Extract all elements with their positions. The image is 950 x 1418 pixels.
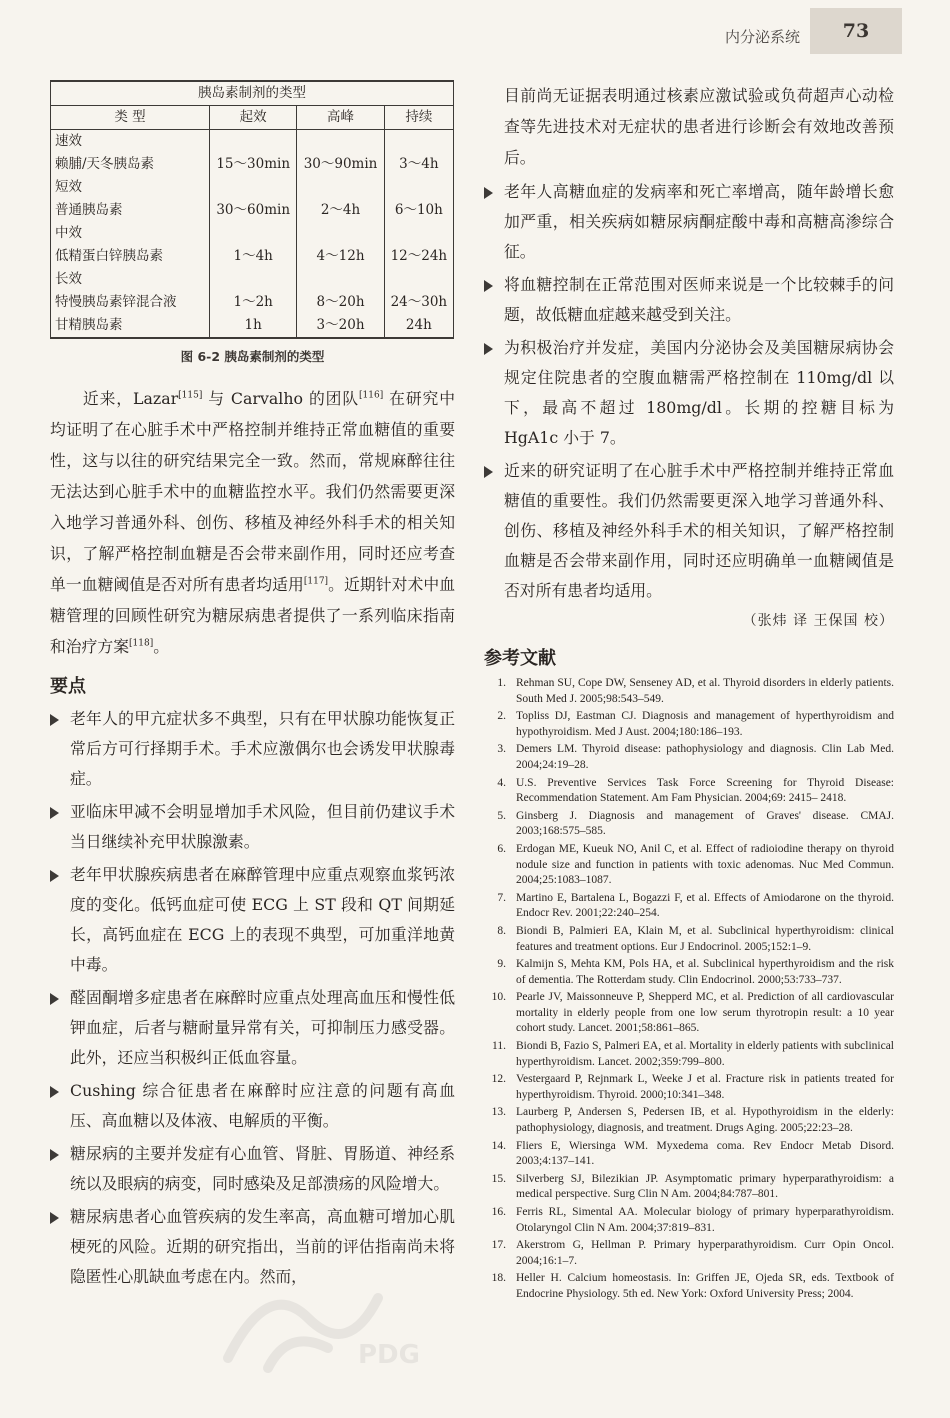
reference-number: 18. — [491, 1272, 506, 1285]
reference-text: Akerstrom G, Hellman P. Primary hyperparathyroidism. Curr Opin Oncol. 2004;16:1–7. — [516, 1239, 894, 1267]
table-cell — [210, 268, 297, 291]
table-row — [51, 245, 454, 268]
table-title: 胰岛素制剂的类型 — [51, 81, 454, 106]
watermark — [208, 1258, 468, 1378]
reference-number: 3. — [497, 743, 506, 756]
table-cell — [210, 130, 297, 154]
reference-text: Kalmijn S, Mehta KM, Pols HA, et al. Subclinical hyperthyroidism and the risk of dementia. The Rotterdam study. Clin Endocrinol. 2000;53:733–737. — [516, 958, 894, 986]
reference-number: 11. — [492, 1040, 506, 1053]
reference-item — [484, 1271, 894, 1302]
table-cell: 12～24h — [384, 245, 453, 268]
reference-text: U.S. Preventive Services Task Force Screening for Thyroid Disease: Recommendation Statement. Am Fam Physician. 2004;69: 2415– 2418. — [516, 776, 894, 805]
table-header-cell: 持续 — [384, 106, 453, 130]
reference-number: 12. — [491, 1073, 506, 1086]
key-points-list-continued — [484, 177, 894, 606]
table-cell: 3～4h — [384, 153, 453, 176]
reference-item — [484, 891, 894, 922]
table-cell: 短效 — [55, 179, 82, 195]
table-cell — [384, 130, 453, 154]
table-cell: 1h — [210, 314, 297, 338]
table-cell: 特慢胰岛素锌混合液 — [55, 294, 177, 310]
table-cell: 15～30min — [210, 153, 297, 176]
table-cell — [210, 176, 297, 199]
table-cell: 4～12h — [297, 245, 384, 268]
table-cell: 2～4h — [297, 199, 384, 222]
reference-text: Topliss DJ, Eastman CJ. Diagnosis and management of hyperthyroidism and hypothyroidism. Med J Aust. 2004;180:186–193. — [516, 710, 894, 738]
reference-number: 9. — [497, 958, 506, 971]
table-cell: 24～30h — [384, 291, 453, 314]
reference-item — [484, 957, 894, 988]
reference-number: 10. — [491, 991, 506, 1004]
reference-number: 8. — [497, 924, 506, 937]
list-item: 糖尿病患者心血管疾病的发生率高，高血糖可增加心肌梗死的风险。近期的研究指出，当前的评估指南尚未将隐匿性心肌缺血考虑在内。然而， — [50, 1202, 455, 1292]
bullet-triangle-icon — [50, 870, 59, 882]
table-cell: 24h — [384, 314, 453, 338]
svg-text:PDG: PDG — [358, 1340, 420, 1370]
table-cell: 30～60min — [210, 199, 297, 222]
reference-item — [484, 709, 894, 740]
table-cell — [297, 176, 384, 199]
reference-text: Ginsberg J. Diagnosis and management of Graves' disease. CMAJ. 2003;168:575–585. — [516, 809, 894, 838]
reference-item — [484, 842, 894, 889]
reference-text: Demers LM. Thyroid disease: pathophysiology and diagnosis. Clin Lab Med. 2004;24:19–28. — [516, 743, 894, 771]
reference-text: Vestergaard P, Rejnmark L, Weeke J et al. Fracture risk in patients treated for hyperthyroidism. Thyroid. 2000;10:341–348. — [516, 1073, 894, 1101]
reference-item — [484, 676, 894, 707]
table-row — [51, 222, 454, 245]
bullet-triangle-icon — [50, 1149, 59, 1161]
running-header — [0, 0, 950, 62]
table-cell: 30～90min — [297, 153, 384, 176]
reference-item — [484, 1039, 894, 1070]
reference-text: Rehman SU, Cope DW, Senseney AD, et al. Thyroid disorders in elderly patients. South Med J. 2005;98:543–549. — [516, 677, 894, 705]
reference-item — [484, 1072, 894, 1103]
reference-number: 16. — [491, 1206, 506, 1218]
table-row — [51, 291, 454, 314]
table-row — [51, 268, 454, 291]
reference-item — [484, 990, 894, 1037]
continued-paragraph: 目前尚无证据表明通过核素应激试验或负荷超声心动检查等先进技术对无症状的患者进行诊断会有效地改善预后。 — [504, 86, 894, 167]
list-item: 老年人的甲亢症状多不典型，只有在甲状腺功能恢复正常后方可行择期手术。手术应激偶尔也会诱发甲状腺毒症。 — [50, 704, 455, 794]
table-cell: 8～20h — [297, 291, 384, 314]
reference-number: 2. — [497, 710, 506, 723]
reference-text: Fliers E, Wiersinga WM. Myxedema coma. Rev Endocr Metab Disord. 2003;4:137–141. — [516, 1139, 894, 1168]
left-column — [50, 80, 455, 1295]
table-cell: 甘精胰岛素 — [55, 317, 123, 333]
table-cell — [297, 222, 384, 245]
reference-text: Martino E, Bartalena L, Bogazzi F, et al. Effects of Amiodarone on the thyroid. Endocr Rev. 2001;22:240–254. — [516, 891, 894, 920]
bullet-triangle-icon — [50, 1086, 59, 1098]
reference-text: Silverberg SJ, Bilezikian JP. Asymptomatic primary hyperparathyroidism: a medical perspective. Surg Clin N Am. 2004;84:787–801. — [516, 1172, 894, 1201]
bullet-triangle-icon — [484, 187, 493, 199]
right-column — [484, 80, 894, 1305]
table-cell — [297, 268, 384, 291]
reference-item — [484, 1238, 894, 1269]
table-cell: 1～2h — [210, 291, 297, 314]
list-item: 老年人高糖血症的发病率和死亡率增高，随年龄增长愈加严重，相关疾病如糖尿病酮症酸中毒和高糖高渗综合征。 — [484, 177, 894, 267]
translator-credit: （张炜 译 王保国 校） — [742, 613, 894, 629]
table-cell: 赖脯/天冬胰岛素 — [55, 156, 155, 172]
reference-item — [484, 1172, 894, 1203]
table-cell: 1～4h — [210, 245, 297, 268]
watermark-logo-icon — [208, 1258, 468, 1378]
list-item: 为积极治疗并发症，美国内分泌协会及美国糖尿病协会规定住院患者的空腹血糖需严格控制在 110mg/dl 以下，最高不超过 180mg/dl。长期的控糖目标为 HgA1c 小于 7。 — [484, 333, 894, 453]
list-item: 近来的研究证明了在心脏手术中严格控制并维持正常血糖值的重要性。我们仍然需要更深入地学习普通外科、创伤、移植及神经外科手术的相关知识，了解严格控制血糖是否会带来副作用，同时还应明确单一血糖阈值是否对所有患者均适用。 — [484, 456, 894, 606]
reference-item — [484, 809, 894, 840]
list-item: 醛固酮增多症患者在麻醉时应重点处理高血压和慢性低钾血症，后者与糖耐量异常有关，可抑制压力感受器。此外，还应当积极纠正低血容量。 — [50, 983, 455, 1073]
reference-text: Biondi B, Fazio S, Palmeri EA, et al. Mortality in elderly patients with subclinical hyperthyroidism. Lancet. 2002;359:799–800. — [516, 1040, 894, 1068]
reference-item — [484, 776, 894, 807]
insulin-table — [50, 80, 454, 339]
references-list — [484, 676, 894, 1303]
reference-number: 13. — [491, 1106, 506, 1119]
table-row — [51, 153, 454, 176]
reference-item — [484, 1105, 894, 1136]
table-header-cell: 类 型 — [51, 106, 210, 130]
table-cell — [384, 222, 453, 245]
reference-item — [484, 1139, 894, 1170]
table-cell — [210, 222, 297, 245]
reference-number: 4. — [497, 776, 506, 789]
list-item: 将血糖控制在正常范围对医师来说是一个比较棘手的问题，故低糖血症越来越受到关注。 — [484, 270, 894, 330]
table-cell — [384, 268, 453, 291]
table-row — [51, 176, 454, 199]
table-cell: 速效 — [55, 133, 82, 149]
bullet-triangle-icon — [50, 1212, 59, 1224]
reference-text: Laurberg P, Andersen S, Pedersen IB, et al. Hypothyroidism in the elderly: pathophysiology, diagnosis, and treatment. Drugs Aging. 2005;22:23–28. — [516, 1106, 894, 1135]
reference-item — [484, 742, 894, 773]
list-item: 亚临床甲减不会明显增加手术风险，但目前仍建议手术当日继续补充甲状腺激素。 — [50, 797, 455, 857]
bullet-triangle-icon — [50, 993, 59, 1005]
bullet-triangle-icon — [484, 280, 493, 292]
references-heading: 参考文献 — [484, 648, 556, 669]
bullet-triangle-icon — [484, 343, 493, 355]
reference-text: Biondi B, Palmieri EA, Klain M, et al. Subclinical hyperthyroidism: clinical features and treatment options. Eur J Endocrinol. 2005;152:1–9. — [516, 924, 894, 953]
section-title: 内分泌系统 — [724, 28, 800, 46]
table-cell: 6～10h — [384, 199, 453, 222]
page-number: 73 — [810, 8, 902, 54]
table-header-cell: 起效 — [210, 106, 297, 130]
reference-text: Pearle JV, Maissonneuve P, Shepperd MC, et al. Prediction of all cardiovascular mortality in elderly people from one low serum thyrotropin result: a 10 year cohort study. Lancet. 2001;58:861–865. — [516, 991, 894, 1035]
table-cell: 3～20h — [297, 314, 384, 338]
table-cell: 长效 — [55, 271, 82, 287]
figure-caption: 图 6-2 胰岛素制剂的类型 — [180, 349, 325, 364]
table-row — [51, 130, 454, 154]
body-paragraph: 近来，Lazar[115] 与 Carvalho 的团队[116] 在研究中均证明了在心脏手术中严格控制并维持正常血糖值的重要性，这与以往的研究结果完全一致。然而，常规麻醉往往无法达到心脏手术中的血糖监控水平。我们仍然需要更深入地学习普通外科、创伤、移植及神经外科手术的相关知识，了解严格控制血糖是否会带来副作用，同时还应考查单一血糖阈值是否对所有患者均适用[117]。近期针对术中血糖管理的回顾性研究为糖尿病患者提供了一系列临床指南和治疗方案[118]。 — [50, 389, 455, 656]
list-item: 老年甲状腺疾病患者在麻醉管理中应重点观察血浆钙浓度的变化。低钙血症可使 ECG 上 ST 段和 QT 间期延长，高钙血症在 ECG 上的表现不典型，可加重洋地黄中毒。 — [50, 860, 455, 980]
list-item: Cushing 综合征患者在麻醉时应注意的问题有高血压、高血糖以及体液、电解质的平衡。 — [50, 1076, 455, 1136]
reference-text: Heller H. Calcium homeostasis. In: Griffen JE, Ojeda SR, eds. Textbook of Endocrine Physiology. 5th ed. New York: Oxford University Press; 2004. — [516, 1272, 894, 1300]
reference-number: 14. — [491, 1139, 506, 1152]
reference-number: 6. — [497, 842, 506, 855]
reference-text: Ferris RL, Simental AA. Molecular biology of primary hyperparathyroidism. Otolaryngol Clin N Am. 2004;37:819–831. — [516, 1206, 894, 1234]
table-row — [51, 199, 454, 222]
reference-number: 5. — [497, 809, 506, 822]
key-points-heading: 要点 — [50, 676, 86, 697]
table-cell: 普通胰岛素 — [55, 202, 123, 218]
reference-number: 7. — [497, 891, 506, 904]
bullet-triangle-icon — [50, 714, 59, 726]
table-cell: 低精蛋白锌胰岛素 — [55, 248, 163, 264]
table-header-cell: 高峰 — [297, 106, 384, 130]
list-item: 糖尿病的主要并发症有心血管、肾脏、胃肠道、神经系统以及眼病的病变，同时感染及足部溃疡的风险增大。 — [50, 1139, 455, 1199]
bullet-triangle-icon — [50, 807, 59, 819]
table-row — [51, 314, 454, 338]
reference-number: 17. — [491, 1239, 506, 1252]
reference-text: Erdogan ME, Kueuk NO, Anil C, et al. Effect of radioiodine therapy on thyroid nodule size and function in patients with toxic adenomas. Nuc Med Commun. 2004;25:1083–1087. — [516, 842, 894, 887]
table-cell: 中效 — [55, 225, 82, 241]
reference-item — [484, 924, 894, 955]
table-cell — [384, 176, 453, 199]
key-points-list — [50, 704, 455, 1292]
reference-number: 1. — [497, 677, 506, 689]
reference-number: 15. — [491, 1172, 506, 1185]
bullet-triangle-icon — [484, 466, 493, 478]
reference-item — [484, 1205, 894, 1236]
table-cell — [297, 130, 384, 154]
